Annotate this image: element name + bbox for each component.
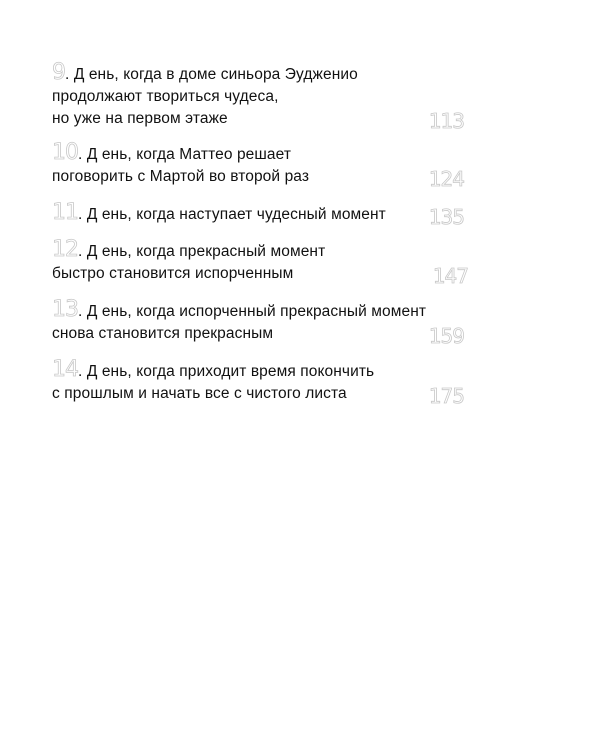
toc-entry-14[interactable] <box>52 357 472 408</box>
chapter-title-line: Д ень, когда прекрасный момент <box>86 243 326 260</box>
chapter-title-line: поговорить с Мартой во второй раз <box>52 168 310 185</box>
chapter-number: 11 <box>52 200 78 225</box>
page-number: 159 <box>428 324 464 348</box>
chapter-number: 9 <box>52 60 65 85</box>
chapter-title-line: но уже на первом этаже <box>52 110 228 127</box>
toc-entry-10[interactable] <box>52 140 472 191</box>
toc-entry-line: 10. Д ень, когда Маттео решает <box>52 140 292 165</box>
page-number: 147 <box>432 264 468 288</box>
chapter-title-line: с прошлым и начать все с чистого листа <box>52 385 347 402</box>
toc-entry-line: 9. Д ень, когда в доме синьора Эудженио <box>52 60 358 85</box>
toc-entry-line: 13. Д ень, когда испорченный прекрасный момент <box>52 297 427 322</box>
chapter-number: 12 <box>52 237 78 262</box>
page-number: 135 <box>428 205 464 229</box>
table-of-contents <box>52 60 472 408</box>
chapter-title-line: Д ень, когда приходит время покончить <box>86 363 375 380</box>
chapter-title-line: снова становится прекрасным <box>52 325 274 342</box>
chapter-title-line: быстро становится испорченным <box>52 265 294 282</box>
chapter-number: 10 <box>52 140 78 165</box>
toc-entry-12[interactable] <box>52 237 472 288</box>
chapter-title-line: продолжают твориться чудеса, <box>52 88 279 105</box>
chapter-number: 13 <box>52 297 78 322</box>
toc-entry-9[interactable] <box>52 60 472 133</box>
toc-entry-line: 11. Д ень, когда наступает чудесный момент <box>52 200 386 225</box>
chapter-title-line: Д ень, когда испорченный прекрасный момент <box>86 303 427 320</box>
page-number: 124 <box>428 167 464 191</box>
toc-entry-line: 14. Д ень, когда приходит время покончить <box>52 357 375 382</box>
page-number: 113 <box>428 109 464 133</box>
toc-entry-line: 12. Д ень, когда прекрасный момент <box>52 237 326 262</box>
toc-entry-11[interactable] <box>52 200 472 229</box>
page-number: 175 <box>428 384 464 408</box>
chapter-number: 14 <box>52 357 78 382</box>
toc-entry-13[interactable] <box>52 297 472 348</box>
chapter-title-line: Д ень, когда наступает чудесный момент <box>86 206 386 223</box>
chapter-title-line: Д ень, когда в доме синьора Эудженио <box>73 66 358 83</box>
chapter-title-line: Д ень, когда Маттео решает <box>86 146 292 163</box>
